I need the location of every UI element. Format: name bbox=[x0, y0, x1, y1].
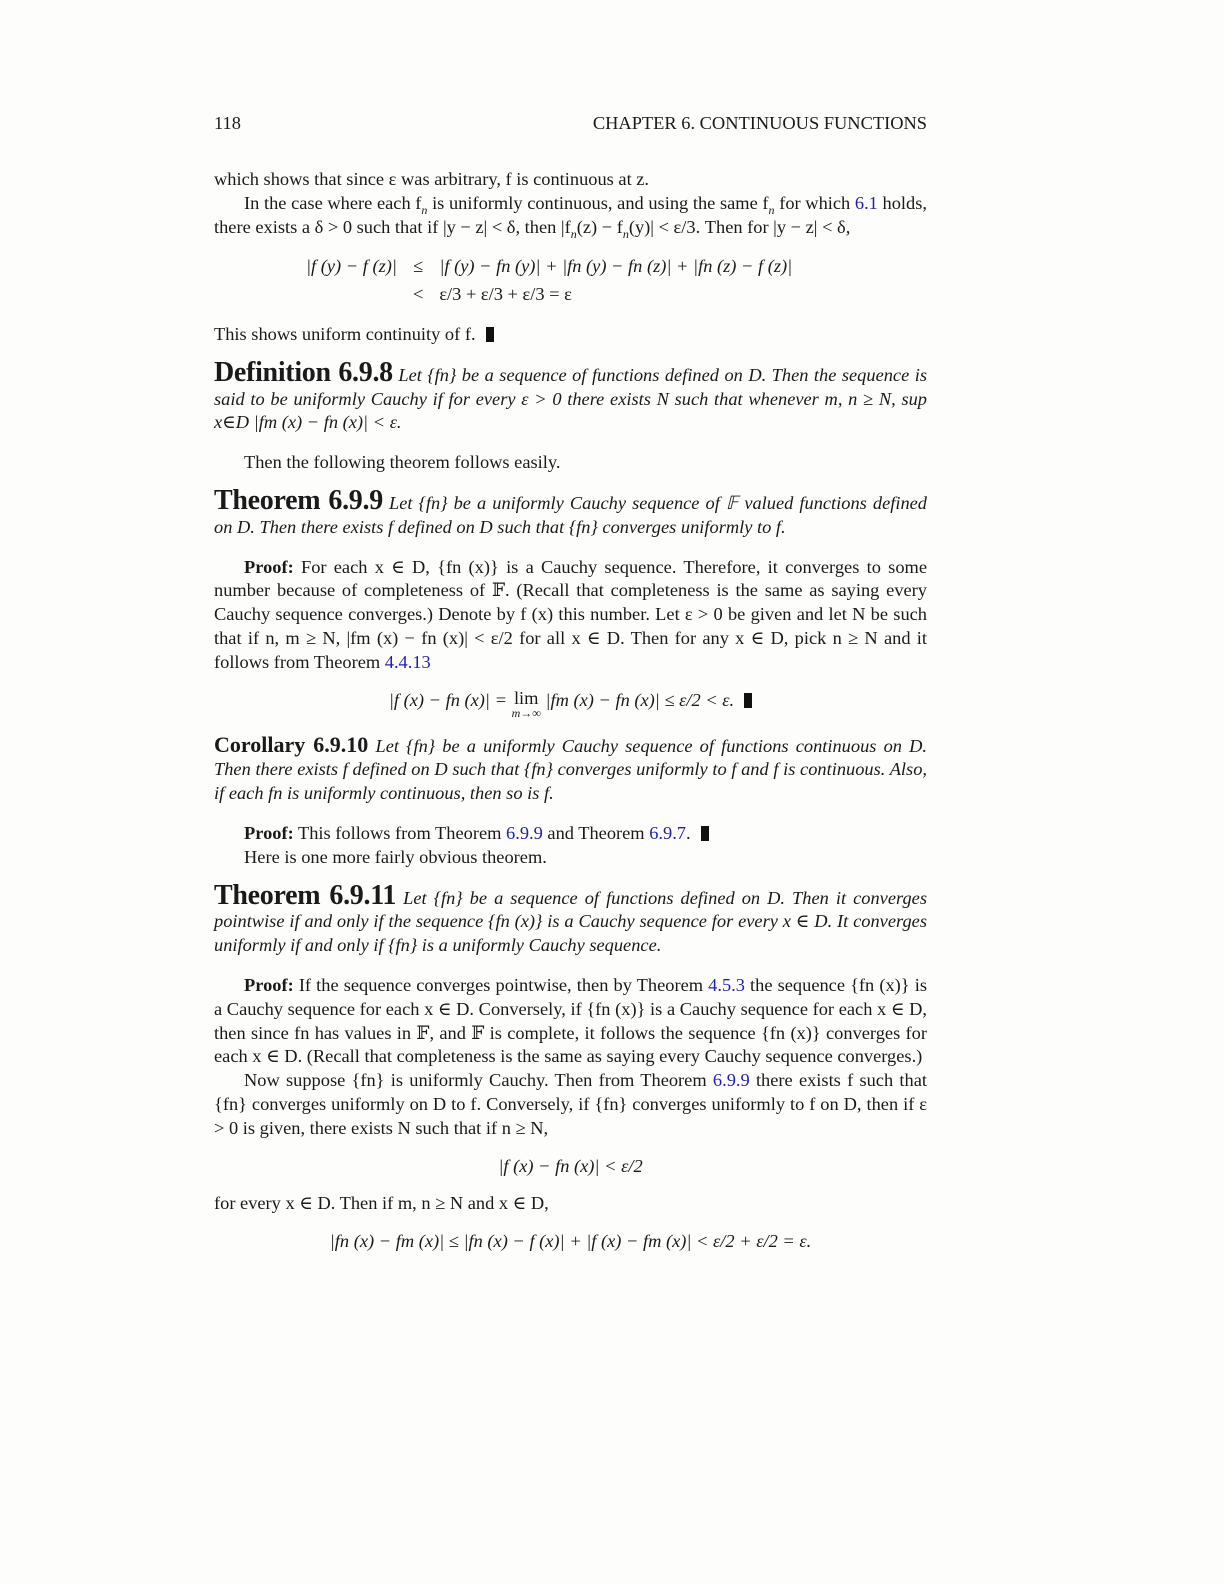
eq1-rel2: < bbox=[412, 284, 424, 305]
running-header bbox=[214, 112, 927, 136]
eq1-rhs1: |f (y) − fn (y)| + |fn (y) − fn (z)| + |fn (z) − f (z)| bbox=[439, 256, 793, 277]
chapter-title: CHAPTER 6. CONTINUOUS FUNCTIONS bbox=[592, 113, 927, 133]
qed-mark bbox=[701, 826, 709, 841]
page bbox=[214, 112, 927, 1268]
theorem-link-4-5-3[interactable]: 4.5.3 bbox=[708, 974, 745, 995]
theorem-link-4-4-13[interactable]: 4.4.13 bbox=[384, 651, 431, 672]
eq1-rhs2: ε/3 + ε/3 + ε/3 = ε bbox=[439, 284, 572, 305]
theorem-link-6-9-7[interactable]: 6.9.7 bbox=[649, 822, 686, 843]
paragraph-3: This shows uniform continuity of f. bbox=[214, 323, 927, 347]
limit-operator: lim m→∞ bbox=[511, 687, 541, 720]
proof-2: Proof: This follows from Theorem 6.9.9 and Theorem 6.9.7. bbox=[214, 822, 927, 846]
eq1-lhs: |f (y) − f (z)| bbox=[306, 256, 397, 277]
proof-1: Proof: For each x ∈ D, {fn (x)} is a Cauchy sequence. Therefore, it converges to some number because of completeness of 𝔽. (Recall that completeness is the same as saying every Cauchy sequence converges.) Denote by f (x) this number. Let ε > 0 be given and let N be such that if n, m ≥ N, |fm (x) − fn (x)| < ε/2 for all x ∈ D. Then for any x ∈ D, pick n ≥ N and it follows from Theorem 4.4.13 bbox=[214, 556, 927, 672]
corollary-heading: Corollary 6.9.10 bbox=[214, 731, 369, 757]
theorem-6-9-11 bbox=[214, 879, 927, 958]
definition-heading: Definition 6.9.8 bbox=[214, 356, 393, 388]
theorem-text: Let {fn} be a uniformly Cauchy sequence of 𝔽 valued functions defined on D. Then there exists f defined on D such that {fn} converges uniformly to f. bbox=[214, 492, 928, 537]
display-equation-4: |fn (x) − fm (x)| ≤ |fn (x) − f (x)| + |f (x) − fm (x)| < ε/2 + ε/2 = ε. bbox=[329, 1231, 812, 1252]
paragraph-7: for every x ∈ D. Then if m, n ≥ N and x ∈ D, bbox=[214, 1193, 549, 1214]
definition-text: Let {fn} be a sequence of functions defined on D. Then the sequence is said to be uniformly Cauchy if for every ε > 0 there exists N such that whenever m, n ≥ N, sup x∈D |fm (x) − fn (x)| < ε. bbox=[214, 364, 927, 433]
theorem-heading: Theorem 6.9.9 bbox=[214, 484, 383, 516]
qed-mark bbox=[744, 693, 752, 708]
eq1-rel1: ≤ bbox=[412, 256, 424, 277]
theorem-link-6-9-9[interactable]: 6.9.9 bbox=[506, 822, 543, 843]
theorem-6-9-9 bbox=[214, 484, 928, 540]
paragraph-1: which shows that since ε was arbitrary, f is continuous at z. bbox=[214, 169, 650, 189]
paragraph-5: Here is one more fairly obvious theorem. bbox=[244, 846, 547, 867]
paragraph-4: Then the following theorem follows easily. bbox=[244, 452, 561, 473]
display-equation-1 bbox=[298, 253, 800, 309]
definition-6-9-8 bbox=[214, 356, 927, 435]
corollary-text: Let {fn} be a uniformly Cauchy sequence of functions continuous on D. Then there exists f defined on D such that {fn} converges uniformly to f and f is continuous. Also, if each fn is uniformly continuous, then so is f. bbox=[214, 735, 927, 804]
theorem-link-6-9-9[interactable]: 6.9.9 bbox=[712, 1070, 750, 1091]
paragraph-6: Now suppose {fn} is uniformly Cauchy. Then from Theorem 6.9.9 there exists f such that {fn} converges uniformly on D to f. Conversely, if {fn} converges uniformly to f on D, then if ε > 0 is given, there exists N such that if n ≥ N, bbox=[214, 1070, 927, 1138]
qed-mark bbox=[486, 327, 494, 342]
display-equation-2: |f (x) − fn (x)| = lim m→∞ |fm (x) − fn (x)| ≤ ε/2 < ε. bbox=[214, 689, 927, 719]
theorem-heading: Theorem 6.9.11 bbox=[214, 879, 397, 911]
equation-link-6-1[interactable]: 6.1 bbox=[854, 192, 878, 213]
proof-3: Proof: If the sequence converges pointwise, then by Theorem 4.5.3 the sequence {fn (x)} is a Cauchy sequence for each x ∈ D. Conversely, if {fn (x)} is a Cauchy sequence for each x ∈ D, then since fn has values in 𝔽, and 𝔽 is complete, it follows the sequence {fn (x)} converges for each x ∈ D. (Recall that completeness is the same as saying every Cauchy sequence converges.) bbox=[214, 974, 927, 1067]
page-number: 118 bbox=[214, 113, 241, 133]
display-equation-3: |f (x) − fn (x)| < ε/2 bbox=[498, 1155, 643, 1176]
corollary-6-9-10 bbox=[214, 733, 927, 806]
paragraph-2: In the case where each $f_n$ is uniformly continuous, and using the same $f_n$ for which 6.1 holds, there exists a δ > 0 such that if |y − z| < δ, then $|f_n(z) - f_n(y)| < \varepsilon/3$. Then for |y − z| < δ, bbox=[214, 192, 927, 242]
theorem-text: Let {fn} be a sequence of functions defined on D. Then it converges pointwise if and only if the sequence {fn (x)} is a Cauchy sequence for every x ∈ D. It converges uniformly if and only if {fn} is a uniformly Cauchy sequence. bbox=[214, 887, 927, 956]
